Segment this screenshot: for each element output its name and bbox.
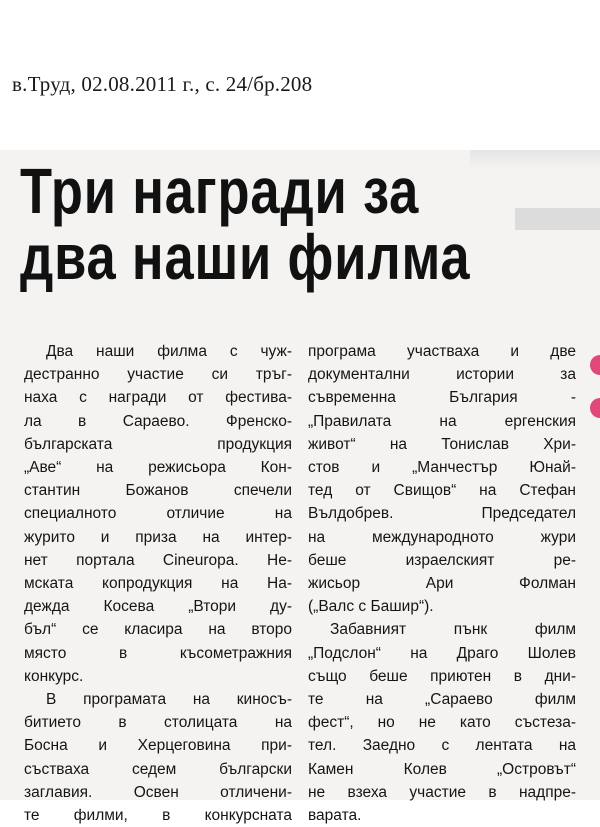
text-line: конкурс. xyxy=(24,667,84,685)
text-line: В програмата на киносъ- xyxy=(46,691,292,709)
text-line: специалното отличие на xyxy=(24,505,292,523)
text-line: фест“, но не като състеза- xyxy=(308,714,576,732)
text-line: място в късометражния xyxy=(24,644,292,662)
text-line: нет портала Cineuropa. Не- xyxy=(24,551,292,569)
text-line: дестранно участие си тръг- xyxy=(24,366,292,384)
adjacent-page-bleed xyxy=(470,150,600,170)
text-line: документални истории за xyxy=(308,366,576,384)
text-line: беше израелският ре- xyxy=(308,551,576,569)
text-line: наха с награди от фестива- xyxy=(24,389,292,407)
text-line: мската копродукция на На- xyxy=(24,575,292,593)
text-line: състваха седем български xyxy=(24,760,292,778)
text-line: Два наши филма с чуж- xyxy=(46,343,292,360)
source-citation: в.Труд, 02.08.2011 г., с. 24/бр.208 xyxy=(12,72,313,96)
text-line: българската продукция xyxy=(24,435,292,453)
text-line: тел. Заедно с лентата на xyxy=(308,737,576,755)
adjacent-pink-mark xyxy=(590,355,600,375)
paragraph-1 xyxy=(24,340,292,688)
text-line: те на „Сараево филм xyxy=(308,691,576,709)
text-line: те филми, в конкурсната xyxy=(24,807,292,825)
adjacent-column-bar xyxy=(515,208,600,230)
text-line: бъл“ се класира на второ xyxy=(24,621,292,639)
newspaper-clipping xyxy=(0,150,600,825)
text-line: също беше приютен в дни- xyxy=(308,667,576,685)
text-line: дежда Косева „Втори ду- xyxy=(24,598,292,616)
article-column-left xyxy=(24,340,292,827)
text-line: битието в столицата на xyxy=(24,714,292,732)
headline-line-2: два наши филма xyxy=(20,221,471,293)
text-line: („Валс с Башир“). xyxy=(308,598,434,616)
text-line: заглавия. Освен отличени- xyxy=(24,783,292,801)
text-line: „Аве“ на режисьора Кон- xyxy=(24,459,292,477)
text-line: Босна и Херцеговина при- xyxy=(24,737,292,755)
text-line: Забавният пънк филм xyxy=(330,621,576,639)
text-line: тед от Свищов“ на Стефан xyxy=(308,482,576,500)
article-headline xyxy=(20,155,479,293)
paragraph-2 xyxy=(24,688,292,827)
text-line: „Подслон“ на Драго Шолев xyxy=(308,644,576,662)
text-line: стов и „Манчестър Юнай- xyxy=(308,459,576,477)
paragraph-3 xyxy=(308,340,576,618)
text-line: Вълдобрев. Председател xyxy=(308,505,576,523)
paragraph-4 xyxy=(308,618,576,827)
text-line: живот“ на Тонислав Хри- xyxy=(308,435,576,453)
text-line: жисьор Ари Фолман xyxy=(308,575,576,593)
text-line: Камен Колев „Островът“ xyxy=(308,760,576,778)
text-line: не взеха участие в надпре- xyxy=(308,783,576,801)
text-line: програма участваха и две xyxy=(308,343,576,360)
adjacent-pink-mark xyxy=(590,398,600,418)
text-line: „Правилата на ергенския xyxy=(308,412,576,430)
text-line: журито и приза на интер- xyxy=(24,528,292,546)
text-line: на международното жури xyxy=(308,528,576,546)
article-column-right xyxy=(308,340,576,827)
text-line: варата. xyxy=(308,807,362,825)
headline-line-1: Три награди за xyxy=(20,155,420,227)
text-line: ла в Сараево. Френско- xyxy=(24,412,292,430)
text-line: съвременна България - xyxy=(308,389,576,407)
text-line: стантин Божанов спечели xyxy=(24,482,292,500)
